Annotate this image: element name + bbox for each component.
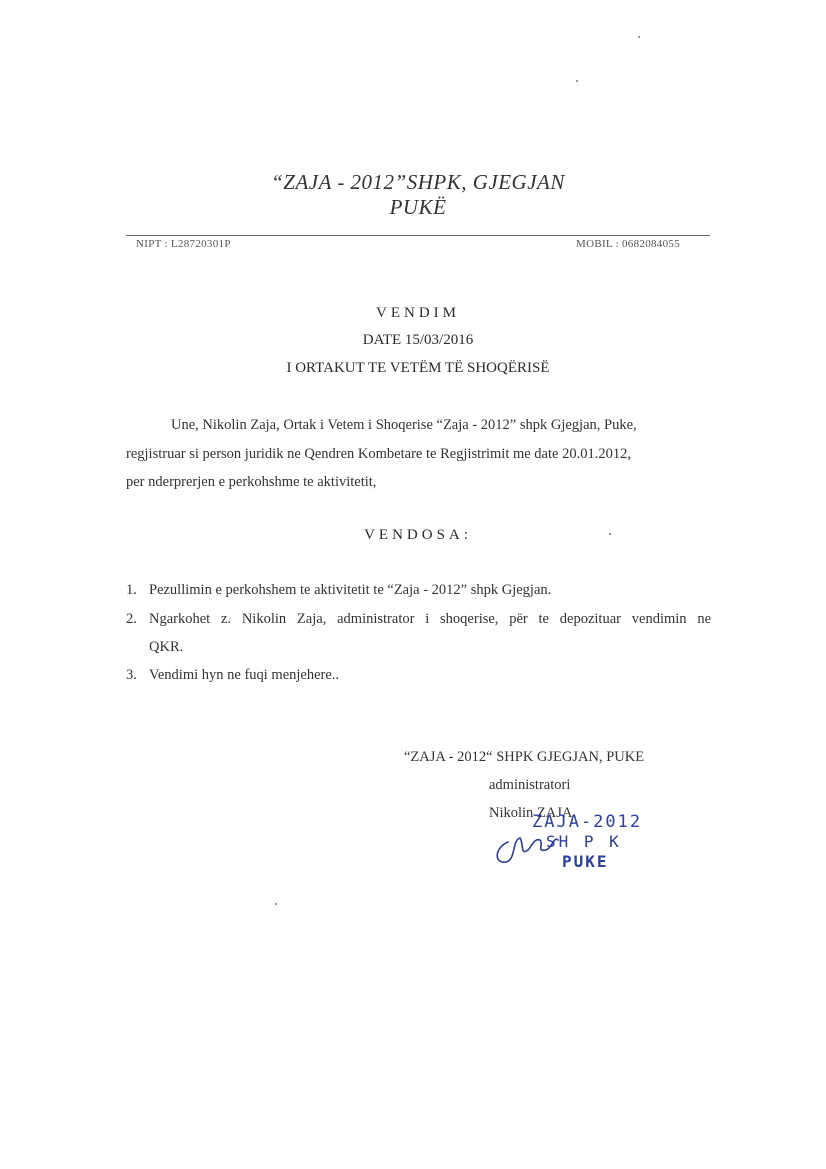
scan-speck bbox=[576, 80, 578, 82]
item-text-1: Pezullimin e perkohshem te aktivitetit te “Zaja - 2012” shpk Gjegjan. bbox=[149, 582, 552, 598]
item-number-3: 3. bbox=[126, 667, 137, 683]
signature-name: Nikolin ZAJA bbox=[489, 805, 573, 821]
item-number-1: 1. bbox=[126, 582, 137, 598]
vendosa-heading: VENDOSA: bbox=[364, 527, 472, 543]
header-divider bbox=[126, 235, 710, 236]
signature-role: administratori bbox=[489, 777, 571, 793]
body-line-3: per nderprerjen e perkohshme te aktivitetit, bbox=[126, 474, 377, 490]
scan-speck bbox=[275, 903, 277, 905]
company-name: “ZAJA - 2012”SHPK, GJEGJAN bbox=[271, 170, 565, 194]
decision-date: DATE 15/03/2016 bbox=[362, 332, 474, 348]
body-line-1: Une, Nikolin Zaja, Ortak i Vetem i Shoqerise “Zaja - 2012” shpk Gjegjan, Puke, bbox=[171, 417, 637, 433]
item-text-2-continued: QKR. bbox=[149, 639, 184, 655]
stamp-line-3: PUKE bbox=[562, 852, 609, 871]
nipt-number: NIPT : L28720301P bbox=[136, 238, 231, 250]
company-stamp bbox=[490, 800, 650, 880]
stamp-line-2: SH P K bbox=[546, 832, 622, 851]
decision-title: VENDIM bbox=[376, 305, 460, 321]
body-line-2: regjistruar si person juridik ne Qendren Kombetare te Regjistrimit me date 20.01.2012, bbox=[126, 446, 631, 462]
company-location: PUKË bbox=[389, 195, 447, 219]
item-number-2: 2. bbox=[126, 611, 137, 627]
stamp-line-1: ZAJA-2012 bbox=[532, 812, 643, 832]
mobile-number: MOBIL : 0682084055 bbox=[576, 238, 680, 250]
signature-company: “ZAJA - 2012“ SHPK GJEGJAN, PUKE bbox=[404, 749, 645, 765]
scan-speck bbox=[638, 36, 640, 38]
scan-speck bbox=[609, 533, 611, 535]
item-text-2: Ngarkohet z. Nikolin Zaja, administrator i shoqerise, për te depozituar vendimin ne bbox=[149, 611, 711, 627]
decision-subtitle: I ORTAKUT TE VETËM TË SHOQËRISË bbox=[286, 360, 550, 376]
item-text-3: Vendimi hyn ne fuqi menjehere.. bbox=[149, 667, 340, 683]
